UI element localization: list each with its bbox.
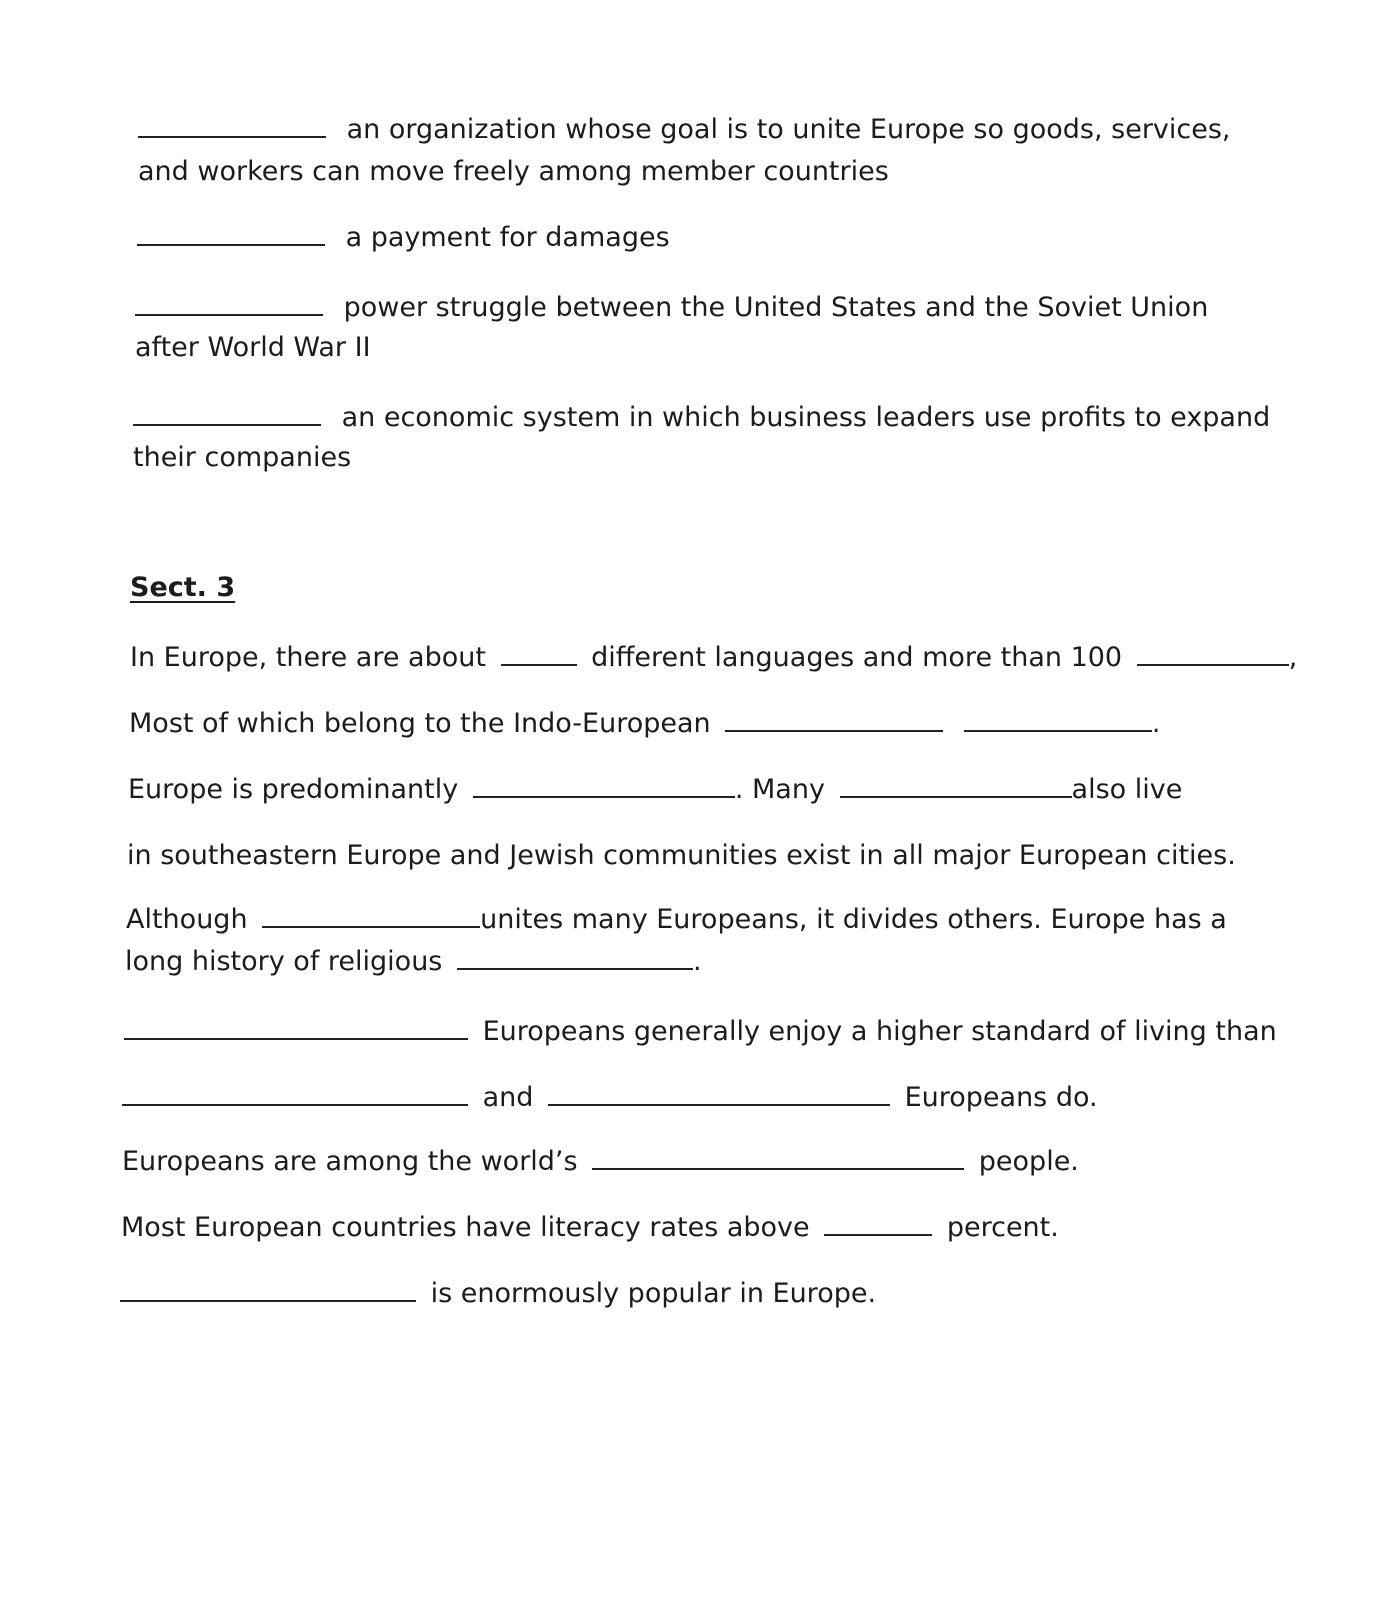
answer-blank[interactable] <box>964 704 1152 732</box>
answer-blank[interactable] <box>120 1274 416 1302</box>
sentence-text: Europeans do. <box>904 1082 1098 1113</box>
sentence-indo-european <box>129 704 1160 744</box>
term-1-line-2 <box>138 152 889 192</box>
term-4-definition: an economic system in which business leaders use profits to expand <box>341 402 1271 433</box>
term-3-definition-cont: after World War II <box>135 332 371 363</box>
answer-blank[interactable] <box>138 110 326 138</box>
answer-blank[interactable] <box>824 1208 932 1236</box>
sentence-text: people. <box>978 1146 1079 1177</box>
sentence-text: , <box>1288 642 1298 673</box>
term-3-line-1 <box>135 288 1208 328</box>
sentence-although-2 <box>125 942 702 982</box>
answer-blank[interactable] <box>133 398 321 426</box>
sentence-text: . <box>1151 708 1161 739</box>
sentence-although-1 <box>126 900 1227 940</box>
term-1-definition-cont: and workers can move freely among member countries <box>138 156 889 187</box>
term-2-line <box>137 218 670 258</box>
answer-blank[interactable] <box>592 1142 964 1170</box>
term-2-definition: a payment for damages <box>345 222 670 253</box>
answer-blank[interactable] <box>137 218 325 246</box>
term-1-line-1 <box>138 110 1231 150</box>
answer-blank[interactable] <box>840 770 1072 798</box>
sentence-text: Most European countries have literacy rates above <box>121 1212 810 1243</box>
sentence-worlds-people <box>122 1142 1079 1182</box>
term-3-line-2 <box>135 328 371 368</box>
sentence-text: also live <box>1071 774 1183 805</box>
term-1-definition: an organization whose goal is to unite Europe so goods, services, <box>346 114 1231 145</box>
sentence-languages <box>130 638 1297 678</box>
sentence-text: Europeans are among the world’s <box>122 1146 578 1177</box>
sentence-text: . <box>692 946 702 977</box>
sentence-text: different languages and more than 100 <box>591 642 1123 673</box>
answer-blank[interactable] <box>135 288 323 316</box>
sentence-popular <box>120 1274 876 1314</box>
answer-blank[interactable] <box>501 638 577 666</box>
sentence-text: In Europe, there are about <box>130 642 486 673</box>
answer-blank[interactable] <box>262 900 480 928</box>
answer-blank[interactable] <box>1137 638 1289 666</box>
answer-blank[interactable] <box>473 770 735 798</box>
sentence-europeans-do <box>122 1078 1098 1118</box>
term-3-definition: power struggle between the United States and the Soviet Union <box>343 292 1209 323</box>
term-4-definition-cont: their companies <box>133 442 352 473</box>
sentence-text: Europe is predominantly <box>128 774 459 805</box>
answer-blank[interactable] <box>725 704 943 732</box>
answer-blank[interactable] <box>457 942 693 970</box>
sentence-text: unites many Europeans, it divides others. Europe has a <box>480 904 1227 935</box>
sentence-text: Europeans generally enjoy a higher standard of living than <box>482 1016 1277 1047</box>
term-4-line-2 <box>133 438 351 478</box>
sentence-text: . Many <box>734 774 825 805</box>
sentence-text: long history of religious <box>125 946 443 977</box>
sentence-standard-of-living <box>124 1012 1277 1052</box>
sentence-literacy <box>121 1208 1059 1248</box>
sentence-text: percent. <box>946 1212 1059 1243</box>
sentence-southeastern: in southeastern Europe and Jewish communities exist in all major European cities. <box>127 840 1236 871</box>
section-heading: Sect. 3 <box>130 572 236 603</box>
sentence-text: is enormously popular in Europe. <box>430 1278 877 1309</box>
answer-blank[interactable] <box>124 1012 468 1040</box>
sentence-text: Although <box>126 904 248 935</box>
sentence-religion <box>128 770 1182 810</box>
sentence-text: and <box>482 1082 534 1113</box>
term-4-line-1 <box>133 398 1270 438</box>
sentence-text: Most of which belong to the Indo-European <box>129 708 711 739</box>
answer-blank[interactable] <box>548 1078 890 1106</box>
answer-blank[interactable] <box>122 1078 468 1106</box>
